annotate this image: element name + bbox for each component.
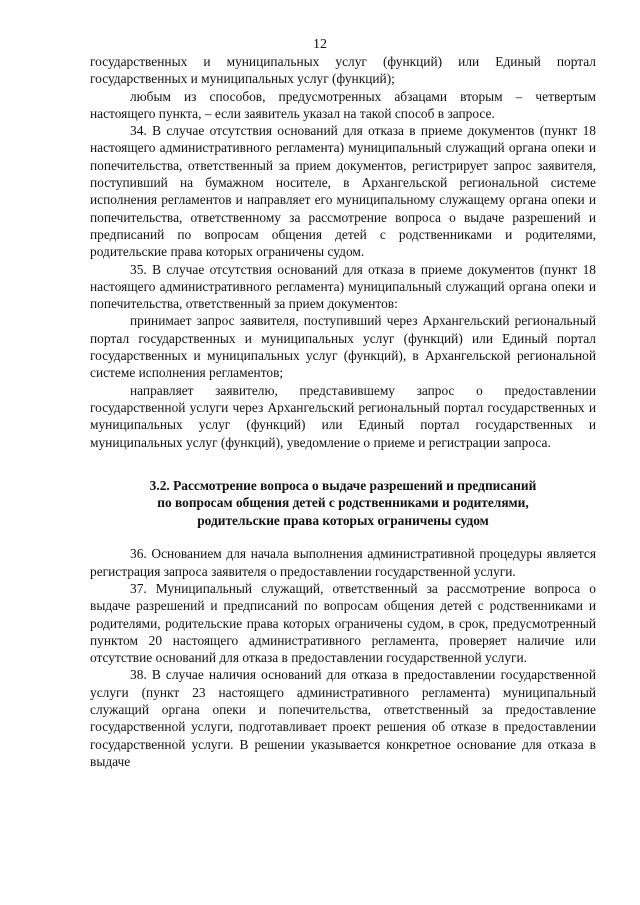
page-number: 12 (313, 37, 327, 52)
paragraph: 35. В случае отсутствия оснований для отказа в приеме документов (пункт 18 настоящего административного регламента) муниципальный служащий органа опеки и попечительства, ответственный за прием документов: (90, 261, 596, 312)
paragraph: 37. Муниципальный служащий, ответственный за рассмотрение вопроса о выдаче разрешений и предписаний по вопросам общения детей с родственниками и родителями, родительские права которых ограничены судом, в срок, предусмотренный пунктом 20 настоящего административного регламента, проверяет наличие или отсутствие оснований для отказа в предоставлении государственной услуги. (90, 580, 596, 666)
section-heading-line: родительские права которых ограничены судом (197, 512, 489, 528)
paragraph-group-bottom (90, 545, 596, 770)
paragraph: любым из способов, предусмотренных абзацами вторым – четвертым настоящего пункта, – если заявитель указал на такой способ в запросе. (90, 88, 596, 121)
paragraph: 38. В случае наличия оснований для отказа в предоставлении государственной услуги (пункт 23 настоящего административного регламента) муниципальный служащий органа опеки и попечительства, ответственный за предоставление государственной услуги, подготавливает проект решения об отказе в предоставлении государственной услуги. В решении указывается конкретное основание для отказа в выдаче (90, 667, 596, 769)
document-body (90, 53, 596, 770)
section-heading-line: по вопросам общения детей с родственниками и родителями, (157, 495, 529, 511)
paragraph: принимает запрос заявителя, поступивший через Архангельский региональный портал государственных и муниципальных услуг (функций) или Единый портал государственных и муниципальных услуг (функций), в Архангельской региональной системе исполнения регламентов; (90, 313, 596, 381)
section-heading-line: 3.2. Рассмотрение вопроса о выдаче разрешений и предписаний (149, 477, 537, 493)
paragraph: направляет заявителю, представившему запрос о предоставлении государственной услуги через Архангельский региональный портал государственных и муниципальных услуг (функций) или Единый портал государственных и муниципальных услуг (функций), уведомление о приеме и регистрации запроса. (90, 382, 596, 450)
section-heading (90, 477, 596, 530)
paragraph: 34. В случае отсутствия оснований для отказа в приеме документов (пункт 18 настоящего административного регламента) муниципальный служащий органа опеки и попечительства, ответственный за прием документов, регистрирует запрос заявителя, поступивший на бумажном носителе, в Архангельской региональной системе исполнения регламентов и направляет его муниципальному служащему органа опеки и попечительства, ответственному за рассмотрение вопроса о выдаче разрешений и предписаний по вопросам общения детей с родственниками и родителями, родительские права которых ограничены судом. (90, 123, 596, 260)
paragraph-group-top (90, 53, 596, 451)
paragraph: государственных и муниципальных услуг (функций) или Единый портал государственных и муниципальных услуг (функций); (90, 54, 596, 87)
paragraph: 36. Основанием для начала выполнения административной процедуры является регистрация запроса заявителя о предоставлении государственной услуги. (90, 546, 596, 579)
